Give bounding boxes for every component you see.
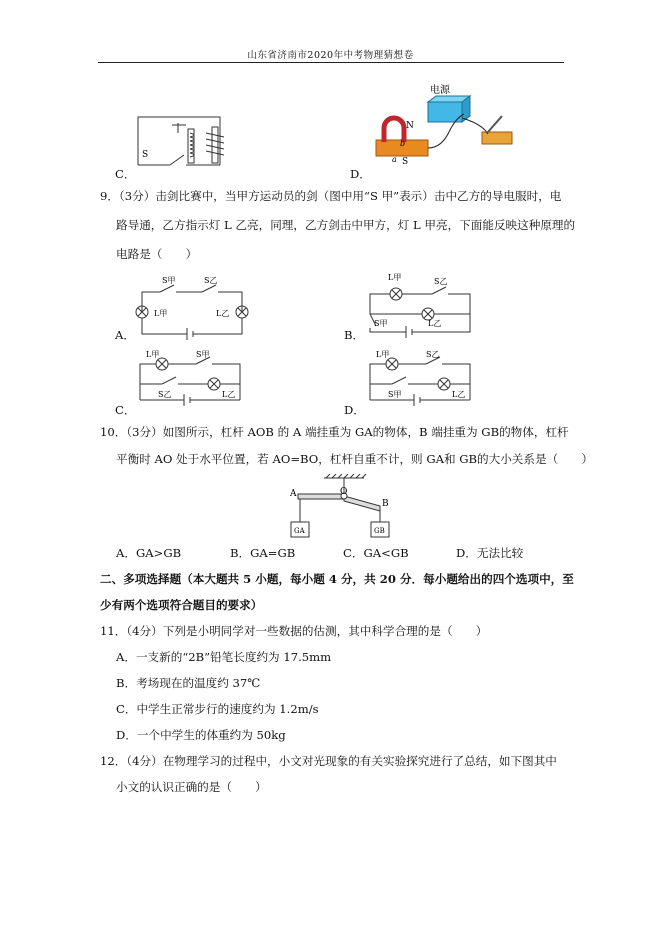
lever-a-label: A [290,489,297,499]
q12-stem-line2: 小文的认识正确的是（ ） [116,780,267,794]
rail-b-label: b [400,139,406,148]
d-s-yi: S乙 [426,350,440,359]
q11-option-c: C．中学生正常步行的速度约为 1.2m/s [116,702,319,716]
page-header: 山东省济南市2020年中考物理猜想卷 [247,50,414,61]
d-l-yi: L乙 [452,390,466,399]
q10-option-d: D．无法比较 [456,546,524,560]
b-s-yi: S乙 [434,277,448,286]
c-s-jia: S甲 [196,350,210,359]
a-s-jia: S甲 [162,276,176,285]
q10-option-a: A．GA>GB [116,546,182,560]
b-s-jia: S甲 [374,319,388,328]
a-l-yi: L乙 [216,309,230,318]
q12-stem-line1: 12．（4分）在物理学习的过程中，小文对光现象的有关实验探究进行了总结，如下图其中 [100,754,557,768]
q8-option-d: D． [350,167,371,181]
q9-c-circuit [132,348,252,410]
box-ga-label: GA [294,527,305,535]
c-l-jia: L甲 [146,350,160,359]
q9-a-circuit [132,272,267,340]
a-s-yi: S乙 [204,276,218,285]
d-l-jia: L甲 [376,350,390,359]
q8-c-figure [130,105,240,173]
q9-d-circuit [362,348,482,410]
q9-option-c: C． [115,403,136,417]
q10-option-b: B．GA=GB [230,546,296,560]
q11-option-a: A．一支新的“2B”铅笔长度约为 17.5mm [116,650,332,664]
q11-option-b: B．考场现在的温度约 37℃ [116,676,261,690]
c-l-yi: L乙 [222,390,236,399]
b-l-jia: L甲 [388,273,402,282]
section2-heading-line1: 二、多项选择题（本大题共 5 小题，每小题 4 分，共 20 分．每小题给出的四个选项中，至 [100,572,574,586]
q9-option-d: D． [344,403,365,417]
q11-stem: 11．（4分）下列是小明同学对一些数据的估测，其中科学合理的是（ ） [100,624,488,638]
q8-d-figure [370,82,520,174]
lever-b-label: B [382,499,389,509]
q10-option-c: C．GA<GB [343,546,409,560]
power-label: 电源 [430,85,450,96]
rail-a-label: a [392,155,397,164]
q9-option-a: A． [115,328,135,342]
d-s-jia: S甲 [388,390,402,399]
magnet-s-label: S [402,157,409,167]
lever-o-label: O [340,487,348,497]
box-gb-label: GB [374,527,385,535]
q9-stem-line3: 电路是（ ） [116,247,198,261]
b-l-yi: L乙 [428,319,442,328]
q8-c-switch-label: S [142,150,149,160]
q9-stem-line1: 9．（3分）击剑比赛中，当甲方运动员的剑（图中用“S 甲”表示）击中乙方的导电服时，电 [100,189,562,203]
q8-option-c: C． [115,167,136,181]
q9-b-circuit [362,268,482,340]
a-l-jia: L甲 [154,309,168,318]
section2-heading-line2: 少有两个选项符合题目的要求） [100,598,263,612]
magnet-n-label: N [406,121,414,131]
q10-stem-line2: 平衡时 AO 处于水平位置，若 AO=BO，杠杆自重不计，则 GA和 GB的大小关系是（ ） [116,452,593,466]
q10-stem-line1: 10．（3分）如图所示，杠杆 AOB 的 A 端挂重为 GA的物体，B 端挂重为 GB的物体，杠杆 [100,425,569,439]
q9-stem-line2: 路导通，乙方指示灯 L 乙亮，同理，乙方剑击中甲方，灯 L 甲亮，下面能反映这种原理的 [116,218,576,232]
header-rule [98,62,564,63]
q9-option-b: B． [344,328,365,342]
c-s-yi: S乙 [158,390,172,399]
q10-lever-figure [284,474,394,542]
q11-option-d: D．一个中学生的体重约为 50kg [116,728,286,742]
